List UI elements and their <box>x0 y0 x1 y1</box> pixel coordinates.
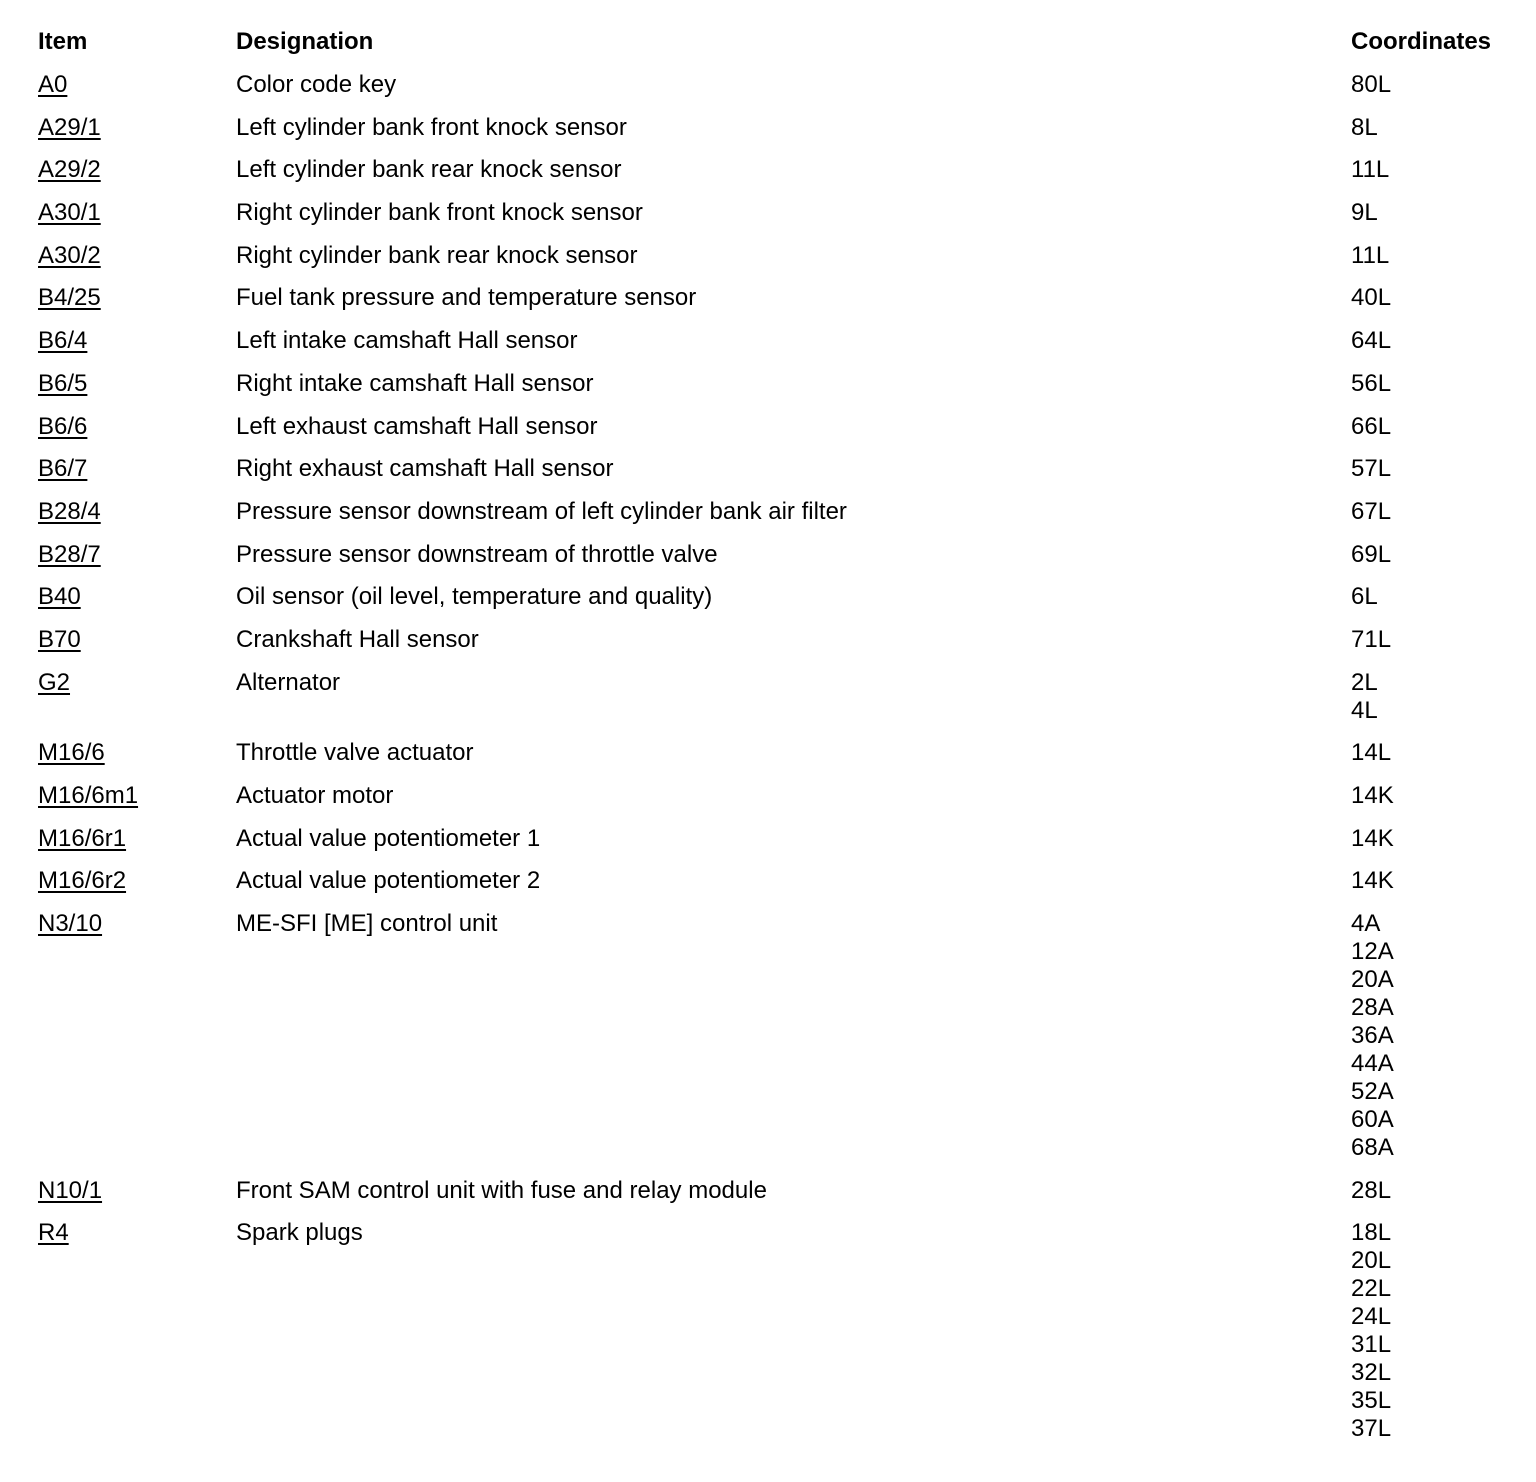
designation-text: Pressure sensor downstream of throttle valve <box>236 540 718 568</box>
coordinates-list <box>1351 825 1394 853</box>
table-row <box>38 156 1518 199</box>
designation-text: Left cylinder bank rear knock sensor <box>236 156 622 184</box>
table-body <box>38 71 1518 1458</box>
coordinate-value: 67L <box>1351 497 1392 525</box>
designation-text: Oil sensor (oil level, temperature and quality) <box>236 583 713 611</box>
coordinates-list <box>1351 242 1389 270</box>
table-row <box>38 284 1518 327</box>
designation-text: Crankshaft Hall sensor <box>236 625 479 653</box>
header-item: Item <box>38 28 88 55</box>
table-row <box>38 626 1518 669</box>
coordinate-value: 20A <box>1351 966 1394 994</box>
table-row <box>38 498 1518 541</box>
coordinate-value: 31L <box>1351 1331 1392 1359</box>
item-link[interactable]: M16/6m1 <box>38 782 139 809</box>
table-row <box>38 825 1518 868</box>
coordinate-value: 4A <box>1351 910 1381 938</box>
legend-table <box>38 28 1518 1458</box>
coordinates-list <box>1351 327 1391 355</box>
table-row <box>38 199 1518 242</box>
designation-text: Left intake camshaft Hall sensor <box>236 327 578 355</box>
coordinate-value: 80L <box>1351 71 1392 98</box>
coordinate-value: 64L <box>1351 327 1392 355</box>
item-link[interactable]: A30/1 <box>38 199 101 227</box>
coordinate-value: 52A <box>1351 1078 1394 1106</box>
coordinate-value: 14K <box>1351 824 1394 852</box>
coordinates-list <box>1351 370 1391 398</box>
coordinate-value: 20L <box>1351 1247 1392 1275</box>
designation-text: Actual value potentiometer 2 <box>236 867 541 895</box>
coordinates-list <box>1351 669 1378 725</box>
designation-text: Left exhaust camshaft Hall sensor <box>236 412 598 440</box>
item-link[interactable]: B6/5 <box>38 369 88 397</box>
item-link[interactable]: R4 <box>38 1219 69 1247</box>
designation-text: Right intake camshaft Hall sensor <box>236 369 594 397</box>
coordinate-value: 12A <box>1351 938 1394 966</box>
table-header <box>38 28 1518 71</box>
item-link[interactable]: A30/2 <box>38 241 101 269</box>
table-row <box>38 370 1518 413</box>
coordinate-value: 66L <box>1351 412 1392 440</box>
coordinate-value: 32L <box>1351 1359 1392 1387</box>
coordinates-list <box>1351 867 1394 895</box>
coordinate-value: 57L <box>1351 455 1392 483</box>
coordinate-value: 8L <box>1351 113 1378 141</box>
coordinate-value: 44A <box>1351 1050 1394 1078</box>
table-row <box>38 455 1518 498</box>
coordinates-list <box>1351 413 1391 441</box>
coordinate-value: 11L <box>1351 241 1390 269</box>
table-row <box>38 1219 1518 1458</box>
table-row <box>38 1177 1518 1220</box>
header-designation: Designation <box>236 28 374 55</box>
header-coordinates: Coordinates <box>1351 28 1492 55</box>
coordinates-list <box>1351 71 1391 99</box>
designation-text: ME-SFI [ME] control unit <box>236 910 498 938</box>
table-row <box>38 242 1518 285</box>
table-row <box>38 910 1518 1177</box>
coordinate-value: 14L <box>1351 739 1392 767</box>
item-link[interactable]: N3/10 <box>38 910 103 938</box>
item-link[interactable]: A29/1 <box>38 113 101 141</box>
coordinate-value: 35L <box>1351 1387 1392 1415</box>
item-link[interactable]: B4/25 <box>38 284 101 312</box>
coordinates-list <box>1351 1177 1391 1205</box>
coordinate-value: 14K <box>1351 782 1394 809</box>
coordinates-list <box>1351 583 1378 611</box>
item-link[interactable]: M16/6r2 <box>38 867 127 895</box>
coordinates-list <box>1351 782 1394 810</box>
coordinates-list <box>1351 541 1391 569</box>
coordinates-list <box>1351 455 1391 483</box>
designation-text: Color code key <box>236 71 397 98</box>
item-link[interactable]: B6/4 <box>38 327 88 355</box>
designation-text: Right cylinder bank rear knock sensor <box>236 241 638 269</box>
coordinate-value: 2L <box>1351 668 1378 696</box>
item-link[interactable]: M16/6 <box>38 739 105 767</box>
designation-text: Front SAM control unit with fuse and relay module <box>236 1176 767 1204</box>
item-link[interactable]: N10/1 <box>38 1176 103 1204</box>
designation-text: Pressure sensor downstream of left cylinder bank air filter <box>236 497 847 525</box>
coordinate-value: 36A <box>1351 1022 1394 1050</box>
coordinate-value: 11L <box>1351 156 1390 184</box>
item-link[interactable]: A29/2 <box>38 156 101 184</box>
designation-text: Actual value potentiometer 1 <box>236 824 541 852</box>
coordinate-value: 60A <box>1351 1106 1394 1134</box>
designation-text: Left cylinder bank front knock sensor <box>236 113 627 141</box>
coordinate-value: 6L <box>1351 583 1378 611</box>
coordinates-list <box>1351 199 1378 227</box>
item-link[interactable]: M16/6r1 <box>38 824 127 852</box>
item-link[interactable]: B6/7 <box>38 455 88 483</box>
table-row <box>38 583 1518 626</box>
table-row <box>38 867 1518 910</box>
coordinate-value: 56L <box>1351 369 1392 397</box>
coordinate-value: 28L <box>1351 1176 1392 1204</box>
designation-text: Spark plugs <box>236 1219 363 1247</box>
coordinate-value: 22L <box>1351 1275 1392 1303</box>
coordinates-list <box>1351 284 1391 312</box>
designation-text: Actuator motor <box>236 782 394 809</box>
item-link[interactable]: B28/4 <box>38 497 101 525</box>
designation-text: Alternator <box>236 668 341 696</box>
coordinate-value: 71L <box>1351 625 1392 653</box>
table-row <box>38 413 1518 456</box>
table-row <box>38 739 1518 782</box>
designation-text: Throttle valve actuator <box>236 739 474 767</box>
designation-text: Right cylinder bank front knock sensor <box>236 199 643 227</box>
item-link[interactable]: B6/6 <box>38 412 88 440</box>
coordinates-list <box>1351 910 1394 1162</box>
coordinate-value: 68A <box>1351 1134 1394 1162</box>
table-row <box>38 71 1518 114</box>
coordinate-value: 40L <box>1351 284 1392 312</box>
designation-text: Fuel tank pressure and temperature sensor <box>236 284 697 312</box>
coordinate-value: 14K <box>1351 867 1394 895</box>
table-row <box>38 327 1518 370</box>
coordinate-value: 37L <box>1351 1415 1392 1443</box>
item-link[interactable]: B40 <box>38 583 81 611</box>
table-row <box>38 541 1518 584</box>
item-link[interactable]: B70 <box>38 625 81 653</box>
coordinate-value: 28A <box>1351 994 1394 1022</box>
item-link[interactable]: G2 <box>38 668 71 696</box>
coordinate-value: 69L <box>1351 540 1392 568</box>
coordinate-value: 18L <box>1351 1219 1392 1247</box>
coordinates-list <box>1351 1219 1391 1443</box>
item-link[interactable]: A0 <box>38 71 68 98</box>
table-row <box>38 669 1518 740</box>
coordinate-value: 4L <box>1351 696 1378 724</box>
coordinates-list <box>1351 114 1378 142</box>
coordinates-list <box>1351 739 1391 767</box>
table-row <box>38 782 1518 825</box>
item-link[interactable]: B28/7 <box>38 540 101 568</box>
coordinates-list <box>1351 626 1391 654</box>
coordinate-value: 24L <box>1351 1303 1392 1331</box>
coordinate-value: 9L <box>1351 199 1378 227</box>
table-row <box>38 114 1518 157</box>
coordinates-list <box>1351 498 1391 526</box>
designation-text: Right exhaust camshaft Hall sensor <box>236 455 614 483</box>
coordinates-list <box>1351 156 1389 184</box>
